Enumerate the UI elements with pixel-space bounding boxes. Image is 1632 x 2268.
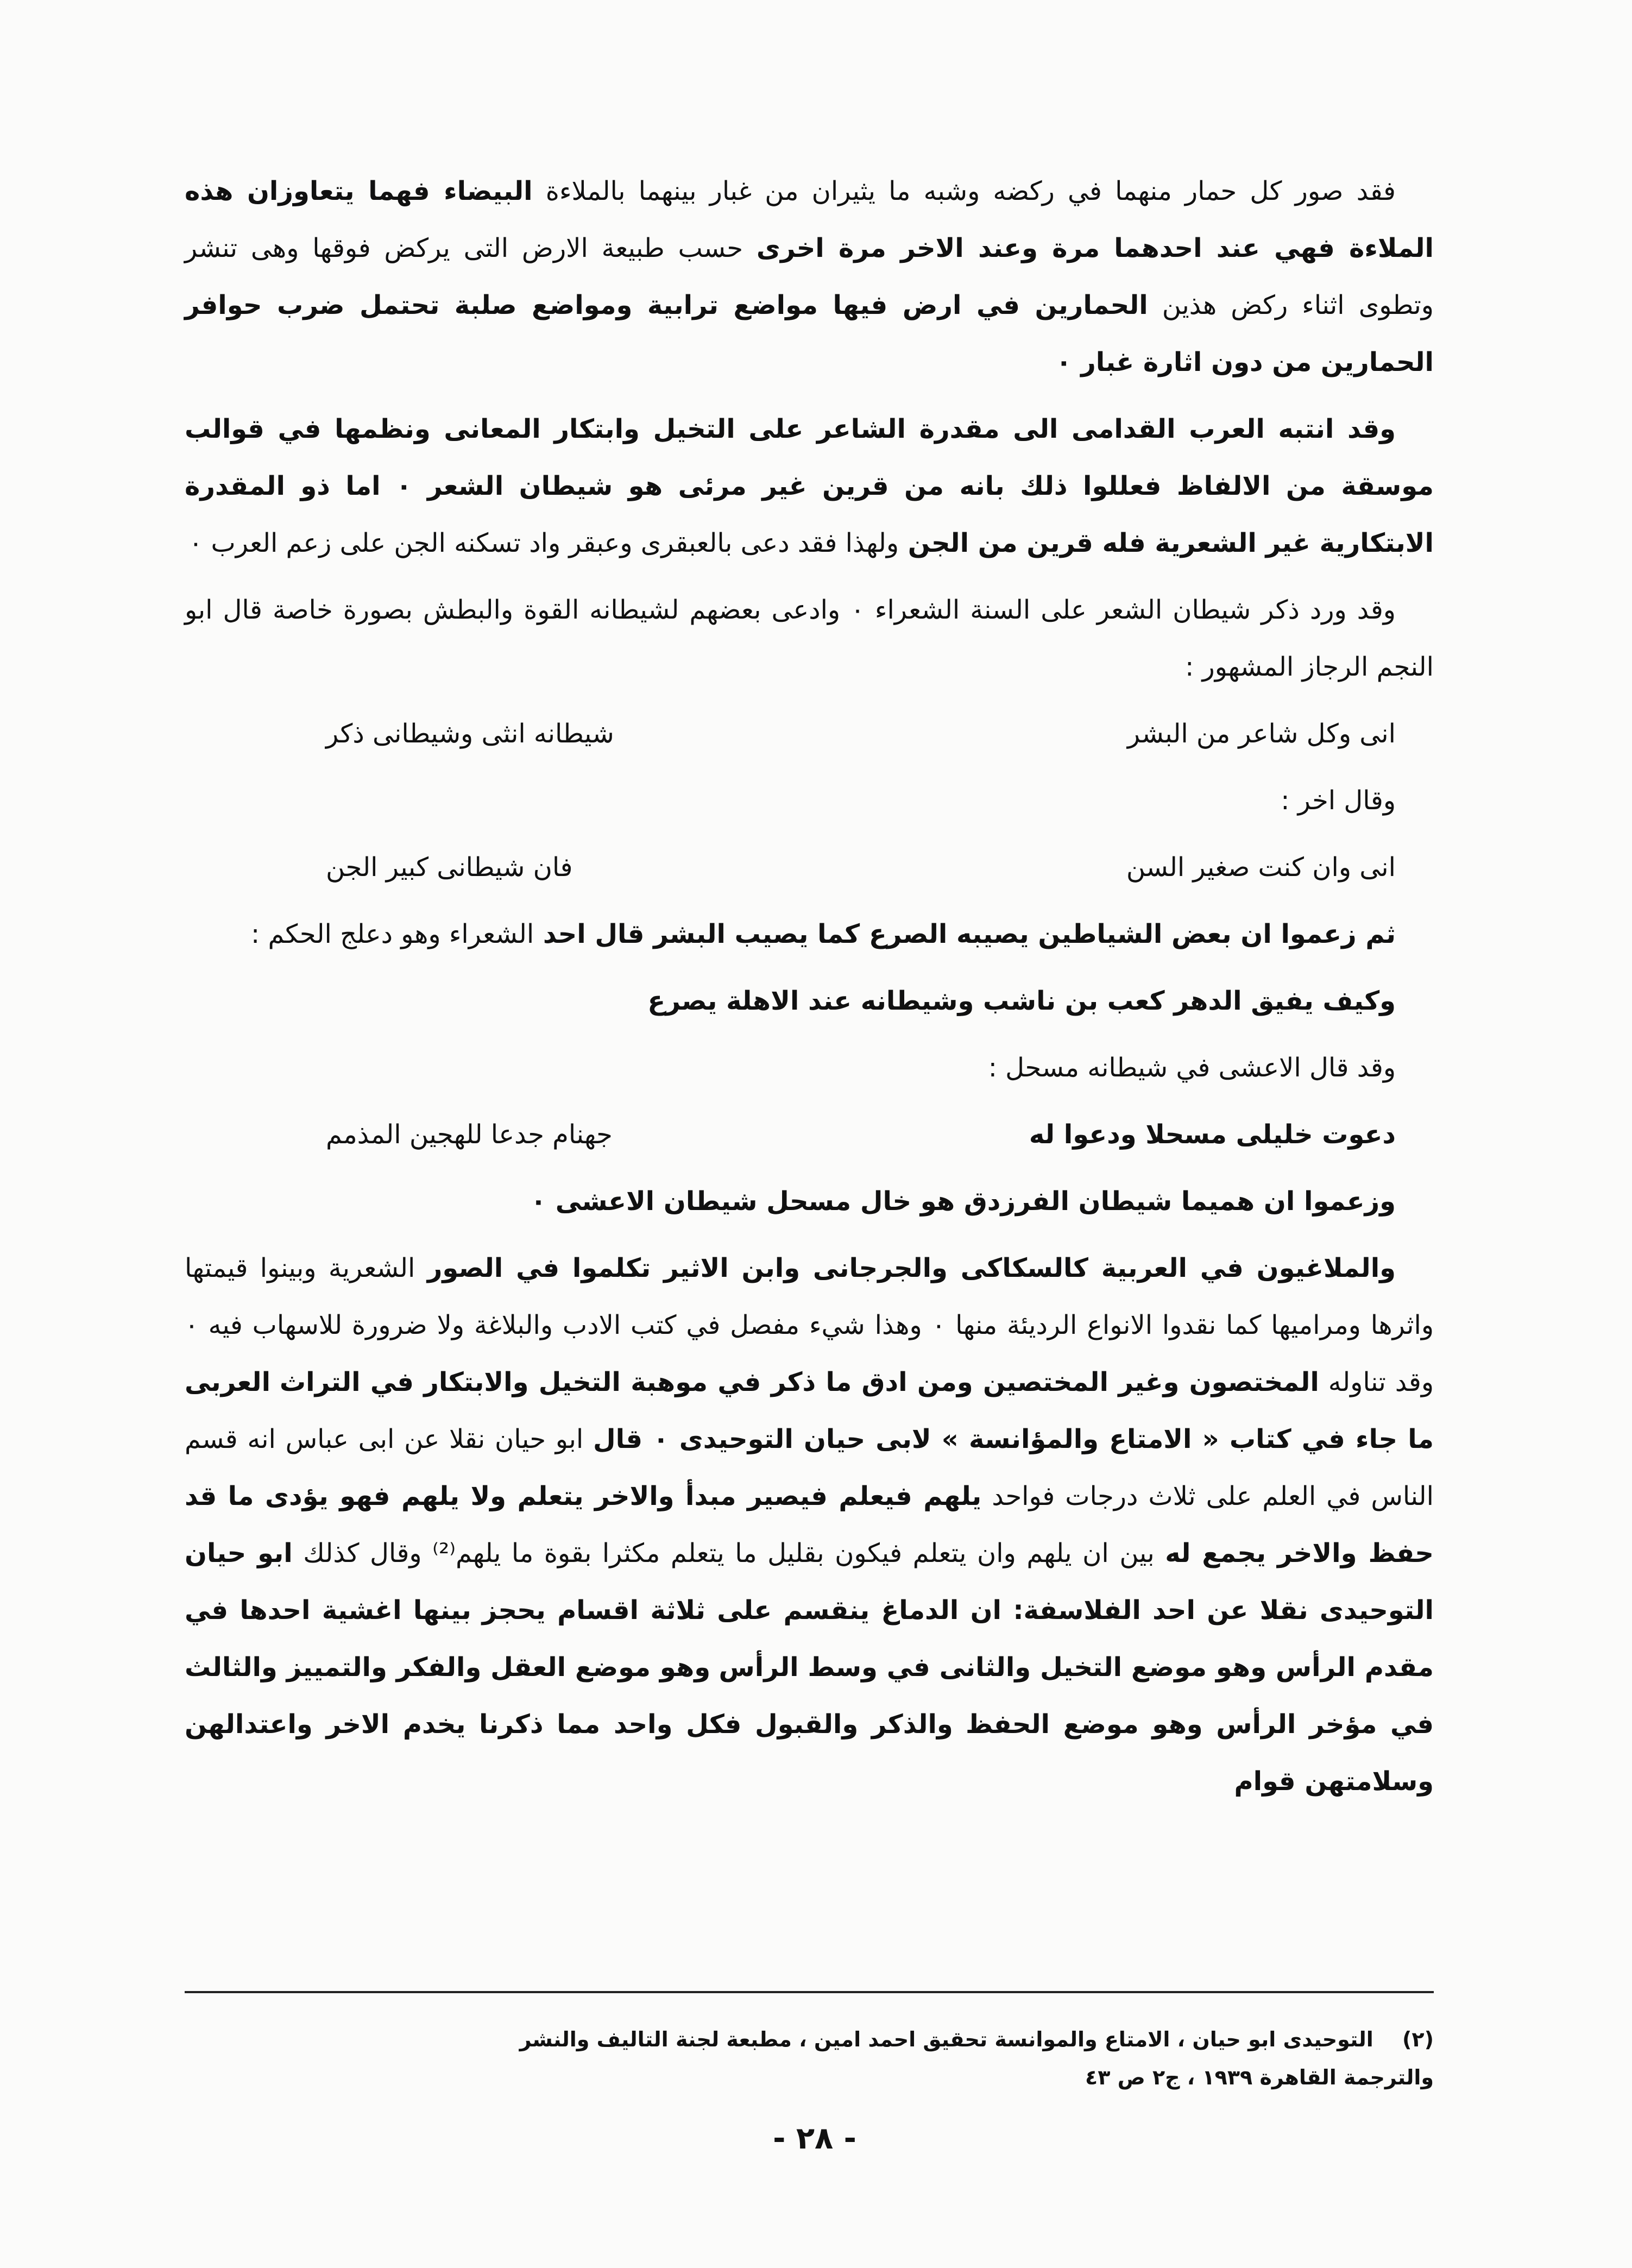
footnote-line-2: والترجمة القاهرة ١٩٣٩ ، ج٢ ص ٤٣: [1085, 2065, 1434, 2089]
paragraph-5: وزعموا ان هميما شيطان الفرزدق هو خال مسحل شيطان الاعشى ٠: [530, 1186, 1396, 1217]
main-text: [185, 163, 1434, 1810]
verse-hemistich-first: انى وكل شاعر من البشر: [1127, 719, 1396, 749]
text-line: المختصون وغير المختصين ومن ادق ما ذكر في موهبة التخيل والابتكار في التراث: [279, 1367, 1319, 1397]
text-line: الحمارين من دون اثارة غبار ٠: [1056, 347, 1434, 377]
text-line: ابو حيان التوحيدى نقلا عن احد الفلاسفة: ان الدماغ ينقسم على ثلاثة اقسام يحجز: [185, 1538, 1434, 1626]
text-line: شيء مفصل في كتب الادب والبلاغة ولا ضرورة للاسهاب فيه ٠ وقد تناوله: [185, 1310, 1434, 1397]
text-line: وقد ورد ذكر شيطان الشعر على السنة الشعراء ٠ وادعى بعضهم لشيطانه: [589, 595, 1396, 625]
text-line: بين ان يلهم وان يتعلم فيكون بقليل ما يتعلم مكثرا بقوة ما يلهم⁽²⁾ وقال كذلك: [303, 1538, 1155, 1568]
verse-hemistich-first: انى وان كنت صغير السن: [1126, 852, 1396, 883]
text-line: بينها اغشية احدها في مقدم الرأس وهو موضع التخيل والثانى في وسط الرأس: [185, 1595, 1434, 1683]
text-line: العربى ما جاء في كتاب « الامتاع والمؤانسة » لابى حيان التوحيدى ٠ قال: [185, 1367, 1434, 1454]
paragraph-4: [185, 906, 1434, 963]
footnote: [185, 2020, 1434, 2096]
text-line: ابو حيان نقلا عن ابى عباس انه قسم الناس في العلم على ثلاث درجات فواحد: [185, 1424, 1434, 1511]
text-line: والملاغيون في العربية كالسكاكى والجرجانى وابن الاثير تكلموا في الصور: [427, 1253, 1396, 1283]
footnote-line-1: [185, 2020, 1434, 2058]
text-line: ولهذا فقد دعى بالعبقرى وعبقر واد تسكنه الجن على زعم العرب ٠: [188, 528, 899, 558]
text-line: يلهم فيعلم فيصير مبدأ والاخر يتعلم ولا يلهم فهو يؤدى ما قد حفظ والاخر يجمع له: [185, 1481, 1434, 1568]
text-line: حسب طبيعة الارض التى يركض فوقها وهى تنشر وتطوى اثناء ركض هذين: [185, 233, 1434, 320]
verse-aasha: [185, 1106, 1434, 1163]
paragraph-1: [185, 163, 1434, 391]
text-line: وهو موضع العقل والفكر والتمييز والثالث في مؤخر الرأس وهو موضع الحفظ: [185, 1652, 1434, 1740]
text-line: الشعرية وبينوا قيمتها واثرها ومراميها كما نقدوا الانواع الرديئة منها ٠ وهذا: [185, 1253, 1434, 1340]
text-line: والذكر والقبول فكل واحد مما ذكرنا يخدم الاخر واعتدالهن وسلامتهن قوام: [185, 1709, 1434, 1797]
paragraph-6: [185, 1240, 1434, 1810]
paragraph-2: [185, 401, 1434, 572]
verse-abu-najm: [185, 705, 1434, 763]
text-line: الشعراء وهو دعلج الحكم :: [251, 919, 534, 949]
text-line: فقد صور كل حمار منهما في ركضه وشبه ما يثيران من غبار بينهما بالملاءة: [545, 176, 1396, 206]
footnote-divider: [185, 1991, 1434, 1993]
verse-anonymous: [185, 839, 1434, 896]
paragraph-3: [185, 582, 1434, 696]
text-line: ثم زعموا ان بعض الشياطين يصيبه الصرع كما يصيب البشر قال احد: [543, 919, 1396, 949]
text-line: ونظمها في قوالب موسقة من الالفاظ فعللوا ذلك بانه من قرين غير مرئى هو: [185, 414, 1434, 501]
verse-hemistich-second: شيطانه انثى وشيطانى ذكر: [326, 719, 614, 749]
text-line: شيطان الشعر ٠ اما ذو المقدرة الابتكارية غير الشعرية فله قرين من الجن: [185, 471, 1434, 558]
footnote-text: التوحيدى ابو حيان ، الامتاع والموانسة تحقيق احمد امين ، مطبعة لجنة التاليف والنشر: [519, 2027, 1373, 2051]
text-line: الحمارين في ارض فيها مواضع ترابية ومواضع صلبة تحتمل ضرب حوافر: [185, 290, 1148, 320]
verse-intro-aasha: وقد قال الاعشى في شيطانه مسحل :: [988, 1053, 1396, 1083]
verse-daalaj: وكيف يفيق الدهر كعب بن ناشب وشيطانه عند الاهلة يصرع: [647, 986, 1396, 1016]
verse-hemistich-second: فان شيطانى كبير الجن: [326, 852, 573, 883]
text-line: وقد انتبه العرب القدامى الى مقدرة الشاعر على التخيل وابتكار المعانى: [444, 414, 1396, 444]
verse-hemistich-first: دعوت خليلى مسحلا ودعوا له: [1029, 1119, 1396, 1150]
verse-intro: وقال اخر :: [1281, 785, 1396, 816]
text-line: القوة والبطش بصورة خاصة قال ابو النجم الرجاز المشهور :: [185, 595, 1434, 682]
text-line: البيضاء فهما يتعاوزان هذه الملاءة فهي عند احدهما مرة وعند الاخر مرة اخرى: [185, 176, 1434, 263]
footnote-number: (٢): [1402, 2027, 1434, 2051]
verse-hemistich-second: جهنام جدعا للهجين المذمم: [326, 1119, 613, 1150]
page-number: - ٢٨ -: [773, 2121, 856, 2156]
